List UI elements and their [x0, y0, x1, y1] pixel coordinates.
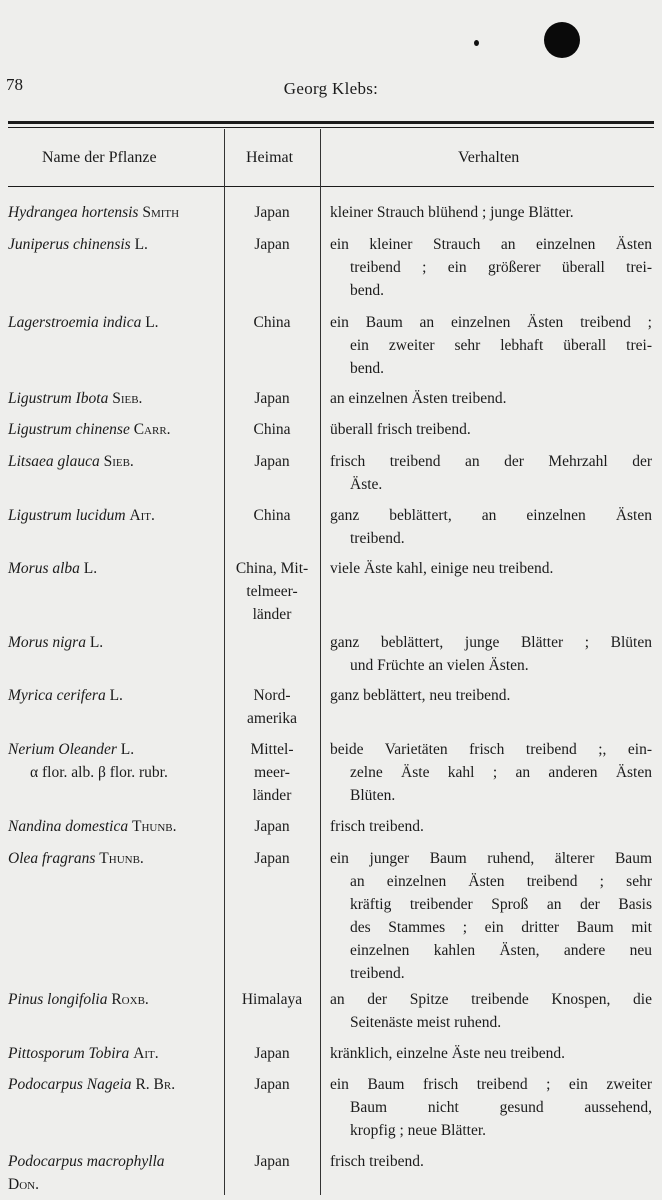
behavior-line: überall frisch treibend. [330, 421, 471, 438]
behavior-line: des Stammes ; ein dritter Baum mit [350, 919, 652, 936]
running-head: Georg Klebs: [283, 79, 379, 98]
species-name: Olea fragrans [8, 850, 96, 867]
species-name: Juniperus chinensis [8, 236, 131, 253]
plant-name [8, 631, 223, 654]
author-abbreviation: Don. [8, 1176, 39, 1193]
plant-name [8, 988, 223, 1011]
plant-name [8, 450, 223, 473]
behavior-line: an einzelnen Ästen treibend ; sehr [350, 873, 652, 890]
behavior-cell [330, 504, 652, 550]
plant-name [8, 418, 223, 441]
plant-name [8, 557, 223, 580]
plant-name [8, 738, 223, 784]
behavior-cell [330, 815, 652, 838]
author-abbreviation: Ait. [129, 507, 155, 524]
origin-cell: Japan [254, 236, 290, 253]
behavior-line: kleiner Strauch blühend ; junge Blätter. [330, 204, 574, 221]
variety-note: α flor. alb. β flor. rubr. [30, 764, 168, 781]
behavior-cell [330, 387, 652, 410]
ink-blot [544, 22, 580, 58]
author-abbreviation: Sieb. [103, 453, 134, 470]
plant-name [8, 504, 223, 527]
species-name: Ligustrum Ibota [8, 390, 109, 407]
species-name: Litsaea glauca [8, 453, 100, 470]
behavior-line: ganz beblättert, neu treibend. [330, 687, 511, 704]
behavior-line: Baum nicht gesund aussehend, [350, 1099, 652, 1116]
behavior-cell [330, 738, 652, 807]
species-name: Morus nigra [8, 634, 86, 651]
author-abbreviation: L. [145, 314, 159, 331]
species-name: Hydrangea hortensis [8, 204, 139, 221]
plant-name [8, 1042, 223, 1065]
origin-cell: Himalaya [241, 991, 303, 1008]
species-name: Nandina domestica [8, 818, 129, 835]
behavior-cell [330, 1073, 652, 1142]
behavior-cell [330, 311, 652, 380]
species-name: Podocarpus macrophylla [8, 1153, 165, 1170]
behavior-line: kräftig treibender Sproß an der Basis [350, 896, 652, 913]
behavior-cell [330, 418, 652, 441]
plant-name [8, 233, 223, 256]
behavior-line: an einzelnen Ästen treibend. [330, 390, 507, 407]
behavior-line: ganz beblättert, an einzelnen Ästen [330, 507, 652, 524]
author-abbreviation: Roxb. [111, 991, 149, 1008]
behavior-line: und Früchte an vielen Ästen. [350, 657, 529, 674]
header-rule [8, 186, 654, 187]
behavior-line: ein Baum an einzelnen Ästen treibend ; [330, 314, 652, 331]
origin-cell: Japan [254, 1153, 290, 1170]
behavior-line: an der Spitze treibende Knospen, die [330, 991, 652, 1008]
plant-name [8, 1150, 223, 1196]
origin-cell: China [253, 314, 291, 331]
plant-name [8, 1073, 223, 1096]
author-abbreviation: Smith [142, 204, 180, 221]
plant-name [8, 311, 223, 334]
behavior-line: kränklich, einzelne Äste neu treibend. [330, 1045, 565, 1062]
author-abbreviation: Thunb. [99, 850, 144, 867]
behavior-cell [330, 557, 652, 580]
top-rule-thin [8, 127, 654, 128]
column-divider-1 [224, 129, 225, 1195]
origin-cell: China [253, 421, 291, 438]
behavior-cell [330, 988, 652, 1034]
species-name: Myrica cerifera [8, 687, 106, 704]
behavior-cell [330, 847, 652, 985]
behavior-line: einzelnen kahlen Ästen, andere neu [350, 942, 652, 959]
origin-cell: Nord- amerika [247, 687, 297, 727]
origin-cell: Japan [254, 204, 290, 221]
origin-cell: Japan [254, 1045, 290, 1062]
behavior-line: ganz beblättert, junge Blätter ; Blüten [330, 634, 652, 651]
behavior-line: ein junger Baum ruhend, älterer Baum [330, 850, 652, 867]
behavior-line: bend. [350, 282, 385, 299]
behavior-line: ein Baum frisch treibend ; ein zweiter [330, 1076, 652, 1093]
plant-name [8, 387, 223, 410]
origin-cell: China, Mit- telmeer- länder [235, 560, 309, 623]
author-abbreviation: L. [120, 741, 135, 758]
author-abbreviation: L. [109, 687, 123, 704]
behavior-line: frisch treibend. [330, 1153, 424, 1170]
origin-cell: Japan [254, 453, 290, 470]
author-abbreviation: Sieb. [112, 390, 143, 407]
behavior-line: treibend. [350, 965, 405, 982]
species-name: Pinus longifolia [8, 991, 108, 1008]
behavior-cell [330, 1150, 652, 1173]
column-header-behavior: Verhalten [458, 149, 520, 166]
behavior-cell [330, 233, 652, 302]
column-header-origin: Heimat [246, 149, 294, 166]
species-name: Pittosporum Tobira [8, 1045, 130, 1062]
species-name: Podocarpus Nageia [8, 1076, 132, 1093]
species-name: Lagerstroemia indica [8, 314, 142, 331]
origin-cell: Japan [254, 850, 290, 867]
behavior-line: Äste. [350, 476, 383, 493]
behavior-cell [330, 1042, 652, 1065]
column-header-name: Name der Pflanze [42, 149, 157, 166]
behavior-line: ein kleiner Strauch an einzelnen Ästen [330, 236, 652, 253]
behavior-line: frisch treibend. [330, 818, 424, 835]
origin-cell: China [253, 507, 291, 524]
behavior-line: beide Varietäten frisch treibend ;, ein- [330, 741, 652, 758]
behavior-line: treibend ; ein größerer überall trei- [350, 259, 652, 276]
origin-cell: Mittel- meer- länder [250, 741, 294, 804]
behavior-cell [330, 684, 652, 707]
plant-name [8, 201, 223, 224]
species-name: Morus alba [8, 560, 80, 577]
behavior-line: treibend. [350, 530, 405, 547]
species-name: Ligustrum chinense [8, 421, 130, 438]
origin-cell: Japan [254, 818, 290, 835]
behavior-line: kropfig ; neue Blätter. [350, 1122, 487, 1139]
top-rule-thick [8, 121, 654, 124]
author-abbreviation: L. [83, 560, 98, 577]
behavior-cell [330, 450, 652, 496]
origin-cell: Japan [254, 390, 290, 407]
behavior-line: Blüten. [350, 787, 396, 804]
plant-name [8, 847, 223, 870]
behavior-line: Seitenäste meist ruhend. [350, 1014, 502, 1031]
author-abbreviation: L. [134, 236, 148, 253]
page-number: 78 [6, 75, 23, 94]
plant-name [8, 815, 223, 838]
plant-name [8, 684, 223, 707]
author-abbreviation: R. Br. [135, 1076, 176, 1093]
behavior-line: viele Äste kahl, einige neu treibend. [330, 560, 554, 577]
behavior-line: bend. [350, 360, 385, 377]
behavior-cell [330, 201, 652, 224]
behavior-line: zelne Äste kahl ; an anderen Ästen [350, 764, 652, 781]
species-name: Ligustrum lucidum [8, 507, 126, 524]
ink-speck [474, 40, 479, 46]
species-name: Nerium Oleander [8, 741, 117, 758]
behavior-cell [330, 631, 652, 677]
column-divider-2 [320, 129, 321, 1195]
author-abbreviation: Ait. [133, 1045, 159, 1062]
behavior-line: frisch treibend an der Mehrzahl der [330, 453, 652, 470]
author-abbreviation: Thunb. [132, 818, 177, 835]
author-abbreviation: L. [89, 634, 104, 651]
origin-cell: Japan [254, 1076, 290, 1093]
author-abbreviation: Carr. [133, 421, 171, 438]
behavior-line: ein zweiter sehr lebhaft überall trei- [350, 337, 652, 354]
